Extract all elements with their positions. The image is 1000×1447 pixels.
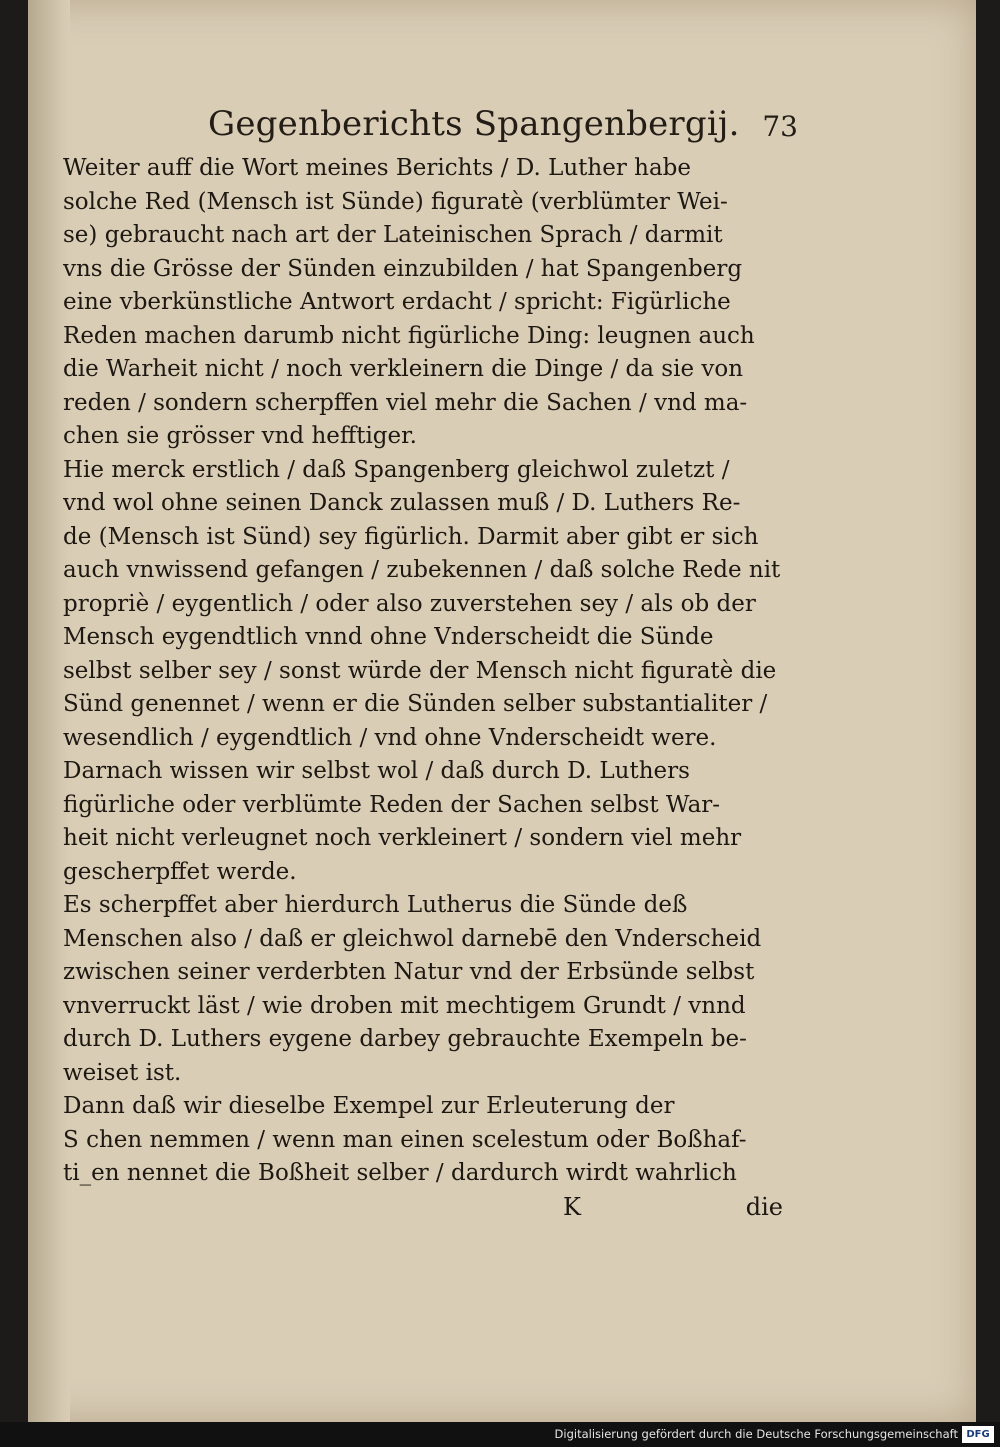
text-line: wesendlich / eygendtlich / vnd ohne Vnderscheidt were. xyxy=(63,724,717,751)
text-line: Hie merck erstlich / daß Spangenberg gleichwol zuletzt / xyxy=(63,456,730,483)
text-line: Weiter auff die Wort meines Berichts / D. Luther habe xyxy=(63,155,691,181)
text-line: gescherpffet werde. xyxy=(63,858,297,885)
body-text xyxy=(63,152,793,1191)
text-line: Es scherpffet aber hierdurch Lutherus die Sünde deß xyxy=(63,892,688,918)
text-line: de (Mensch ist Sünd) sey figürlich. Darmit aber gibt er sich xyxy=(63,523,759,550)
text-line: propriè / eygentlich / oder also zuverstehen sey / als ob der xyxy=(63,590,756,617)
text-line: auch vnwissend gefangen / zubekennen / daß solche Rede nit xyxy=(63,557,781,583)
page-number: 73 xyxy=(762,110,798,143)
funding-credit: Digitalisierung gefördert durch die Deutsche Forschungsgemeinschaft xyxy=(554,1427,958,1441)
text-line: durch D. Luthers eygene darbey gebrauchte Exempeln be- xyxy=(63,1026,747,1052)
text-line: vnverruckt läst / wie droben mit mechtigem Grundt / vnnd xyxy=(63,992,746,1019)
text-line: vnd wol ohne seinen Danck zulassen muß / D. Luthers Re- xyxy=(63,490,741,516)
catchword-row xyxy=(558,1193,788,1227)
text-line: die Warheit nicht / noch verkleinern die Dinge / da sie von xyxy=(63,356,744,382)
text-line: eine vberkünstliche Antwort erdacht / spricht: Figürliche xyxy=(63,289,731,315)
dfg-logo: DFG xyxy=(962,1426,994,1443)
running-title: Gegenberichts Spangenbergij. xyxy=(208,104,740,144)
page-header xyxy=(178,100,798,150)
text-line: ti_en nennet die Boßheit selber / dardurch wirdt wahrlich xyxy=(63,1160,737,1186)
text-line: S chen nemmen / wenn man einen scelestum oder Boßhaf- xyxy=(63,1126,747,1153)
text-line: Menschen also / daß er gleichwol darnebē den Vnderscheid xyxy=(63,925,762,952)
text-line: Reden machen darumb nicht figürliche Ding: leugnen auch xyxy=(63,322,755,349)
signature-mark: K xyxy=(563,1193,581,1221)
text-line: se) gebraucht nach art der Lateinischen Sprach / darmit xyxy=(63,222,723,248)
digitization-footer xyxy=(0,1422,1000,1447)
text-line: selbst selber sey / sonst würde der Mensch nicht figuratè die xyxy=(63,657,777,684)
text-line: Sünd genennet / wenn er die Sünden selber substantialiter / xyxy=(63,691,768,717)
text-line: zwischen seiner verderbten Natur vnd der Erbsünde selbst xyxy=(63,959,755,985)
text-line: heit nicht verleugnet noch verkleinert / sondern viel mehr xyxy=(63,825,742,851)
text-line: Darnach wissen wir selbst wol / daß durch D. Luthers xyxy=(63,758,690,784)
text-line: chen sie grösser vnd hefftiger. xyxy=(63,423,417,449)
text-line: Dann daß wir dieselbe Exempel zur Erleuterung der xyxy=(63,1093,675,1119)
text-line: solche Red (Mensch ist Sünde) figuratè (verblümter Wei- xyxy=(63,188,728,215)
text-line: weiset ist. xyxy=(63,1059,182,1086)
book-page xyxy=(28,0,976,1422)
text-line: vns die Grösse der Sünden einzubilden / hat Spangenberg xyxy=(63,255,743,282)
text-line: figürliche oder verblümte Reden der Sachen selbst War- xyxy=(63,791,721,818)
text-line: Mensch eygendtlich vnnd ohne Vnderscheidt die Sünde xyxy=(63,624,714,650)
text-line: reden / sondern scherpffen viel mehr die Sachen / vnd ma- xyxy=(63,389,748,416)
catchword: die xyxy=(745,1193,783,1221)
